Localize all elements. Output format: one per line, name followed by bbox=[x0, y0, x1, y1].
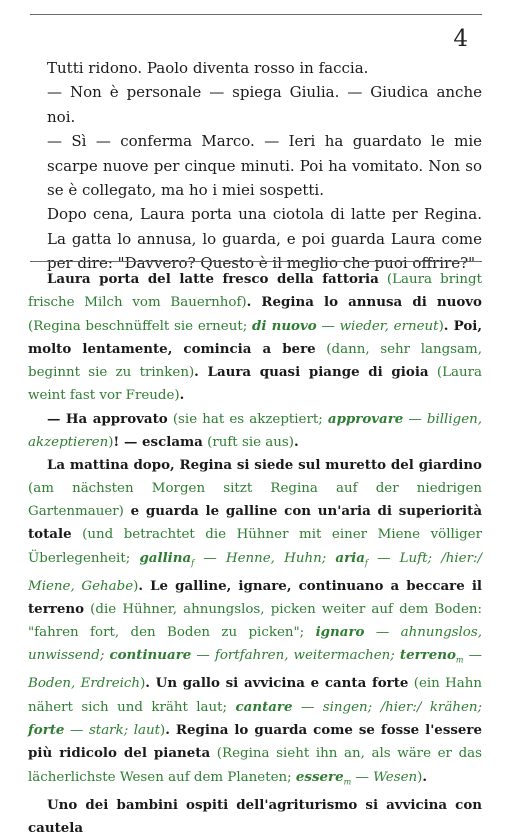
story-paragraph: Dopo cena, Laura porta una ciotola di latte per Regina. La gatta lo annusa, lo guarda, e poi guarda Laura come per dire: "Davvero? Questo è il meglio che puoi offrire?" bbox=[47, 205, 482, 273]
vocab-term: aria bbox=[335, 549, 365, 566]
italian-phrase: . Le galline, ignare, continuano a beccare il terreno bbox=[28, 577, 482, 617]
vocab-definition: — billigen, akzeptieren bbox=[28, 411, 483, 451]
vocab-term: gallina bbox=[139, 549, 192, 566]
annotated-text bbox=[28, 268, 482, 840]
italian-phrase: Uno dei bambini ospiti dell'agriturismo si avvicina con cautela bbox=[28, 796, 482, 836]
german-gloss: ) bbox=[133, 578, 139, 594]
italian-phrase: Laura porta del latte fresco della fattoria bbox=[47, 271, 379, 287]
vocab-definition: — stark; laut bbox=[64, 722, 161, 738]
german-gloss: (Laura weint fast vor Freude) bbox=[28, 365, 482, 404]
vocab-definition: — fortfahren, weitermachen; bbox=[191, 648, 400, 664]
german-gloss: (ruft sie aus) bbox=[202, 435, 294, 451]
italian-phrase: . bbox=[293, 434, 299, 451]
italian-phrase: . Laura quasi piange di gioia bbox=[194, 364, 429, 381]
german-gloss: (Regina sieht ihn an, als wäre er das lächerlichste Wesen auf dem Planeten; bbox=[28, 746, 482, 785]
german-gloss: ) bbox=[108, 435, 114, 451]
german-gloss: ) bbox=[160, 722, 166, 738]
german-gloss: (sie hat es akzeptiert; bbox=[167, 411, 328, 427]
top-rule bbox=[30, 14, 482, 15]
gender-marker: m bbox=[343, 777, 352, 787]
german-gloss: (dann, sehr langsam, beginnt sie zu trinken) bbox=[28, 341, 482, 381]
gender-marker: m bbox=[455, 656, 464, 666]
german-gloss: ) bbox=[140, 676, 146, 692]
vocab-definition: — Wesen bbox=[351, 769, 418, 785]
italian-phrase: La mattina dopo, Regina si siede sul muretto del giardino bbox=[47, 457, 482, 474]
vocab-term: terreno bbox=[399, 647, 456, 664]
german-gloss: ) bbox=[438, 318, 444, 334]
vocab-definition: — ahnungslos, unwissend; bbox=[28, 625, 482, 664]
vocab-definition: — Luft; /hier:/ Miene, Gehabe bbox=[28, 550, 482, 594]
annotated-paragraph bbox=[28, 408, 482, 455]
italian-phrase: . Regina lo guarda come se fosse l'essere più ridicolo del pianeta bbox=[28, 721, 482, 762]
section-divider bbox=[30, 261, 482, 262]
vocab-term: essere bbox=[295, 768, 344, 785]
annotated-paragraph bbox=[28, 794, 482, 840]
italian-phrase: . Poi, molto lentamente, comincia a bere bbox=[28, 317, 482, 357]
vocab-term: ignaro bbox=[315, 624, 365, 641]
german-gloss: (Regina beschnüffelt sie erneut; bbox=[28, 318, 252, 334]
annotated-paragraph bbox=[28, 454, 482, 793]
page-number: 4 bbox=[453, 26, 468, 52]
story-paragraph: Tutti ridono. Paolo diventa rosso in faccia. bbox=[47, 59, 369, 77]
german-gloss: (am nächsten Morgen sitzt Regina auf der niedrigen Gartenmauer) bbox=[28, 480, 482, 519]
italian-phrase: e guarda le galline con un'aria di superiorità totale bbox=[28, 502, 482, 543]
vocab-definition: — singen; /hier:/ krähen; bbox=[292, 699, 483, 715]
annotated-paragraph bbox=[28, 268, 482, 408]
italian-phrase: . bbox=[179, 387, 185, 404]
vocab-definition: — wieder, erneut bbox=[316, 318, 439, 334]
vocab-term: di nuovo bbox=[251, 317, 317, 334]
italian-phrase: . bbox=[422, 768, 428, 785]
gender-marker: f bbox=[364, 558, 368, 568]
german-gloss: ) bbox=[417, 769, 423, 785]
story-text bbox=[47, 56, 482, 276]
gender-marker: f bbox=[191, 558, 195, 568]
italian-phrase: . Un gallo si avvicina e canta forte bbox=[145, 675, 409, 692]
vocab-term: cantare bbox=[235, 698, 293, 715]
german-gloss: (die Hühner, ahnungslos, picken weiter auf dem Boden: "fahren fort, den Boden zu picken"; bbox=[28, 601, 482, 641]
german-gloss: (und betrachtet die Hühner mit einer Miene völliger Überlegenheit; bbox=[28, 527, 482, 566]
vocab-term: forte bbox=[28, 721, 65, 738]
vocab-definition: — Henne, Huhn; bbox=[194, 550, 336, 566]
vocab-term: approvare bbox=[327, 410, 404, 427]
story-paragraph: — Sì — conferma Marco. — Ieri ha guardato le mie scarpe nuove per cinque minuti. Poi ha vomitato. Non so se è collegato, ma ho i miei sospetti. bbox=[47, 132, 482, 200]
german-gloss: (ein Hahn nähert sich und kräht laut; bbox=[28, 676, 482, 715]
story-paragraph: — Non è personale — spiega Giulia. — Giudica anche noi. bbox=[47, 83, 482, 126]
italian-phrase: — Ha approvato bbox=[47, 410, 168, 427]
italian-phrase: . Regina lo annusa di nuovo bbox=[246, 294, 482, 311]
italian-phrase: ! — esclama bbox=[113, 434, 203, 451]
vocab-term: continuare bbox=[109, 647, 192, 664]
german-gloss: (Laura bringt frische Milch vom Bauernhof) bbox=[28, 272, 482, 311]
vocab-definition: — Boden, Erdreich bbox=[28, 648, 482, 692]
